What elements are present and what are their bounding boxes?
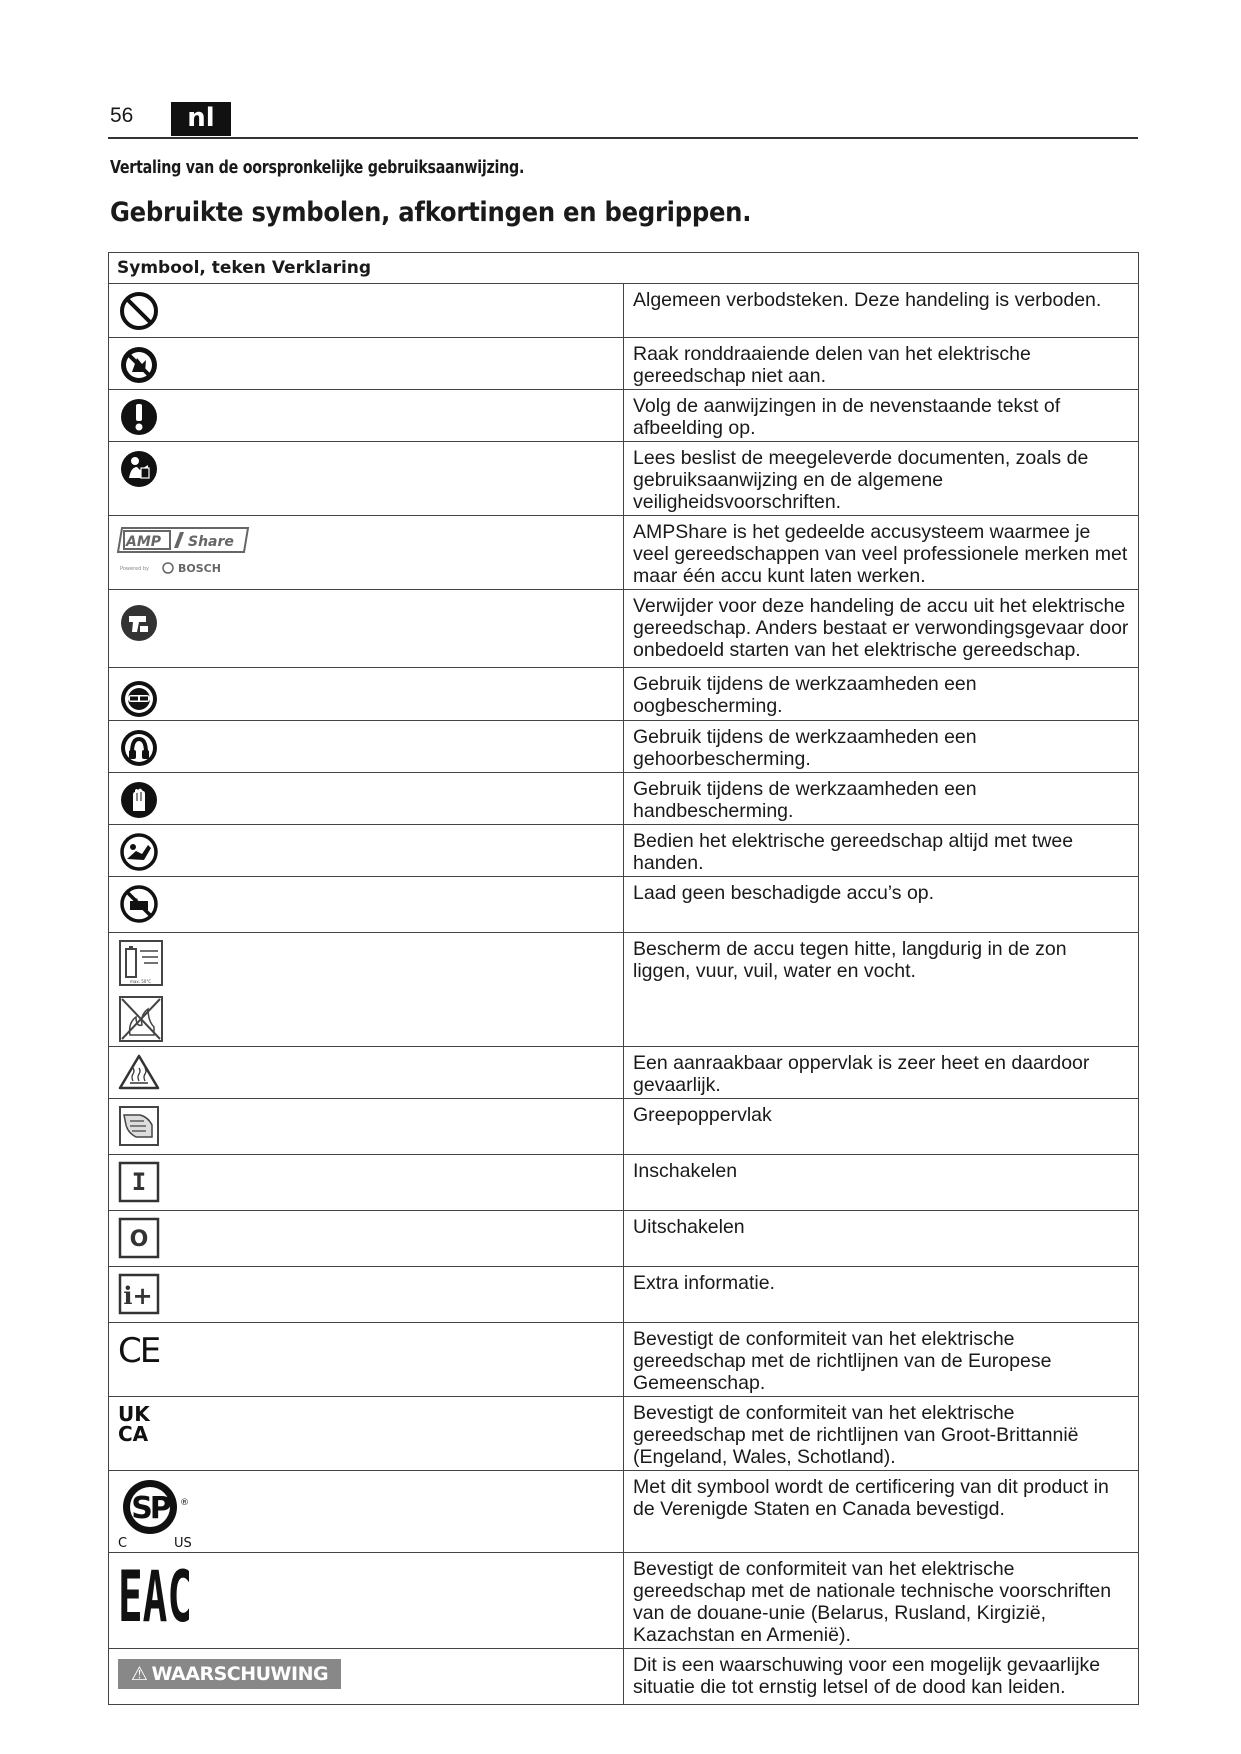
ukca-line2: CA [118,1422,149,1446]
table-row [109,773,1139,825]
explanation-cell: Extra informatie. [624,1267,1139,1323]
switch-on-icon [118,1161,160,1203]
table-row [109,516,1139,590]
symbol-cell [109,668,624,721]
explanation-cell: Laad geen beschadigde accu’s op. [624,877,1139,933]
explanation-cell: Lees beslist de meegeleverde documenten, zoals de gebruiksaanwijzing en de algemene veiligheidsvoorschriften. [624,442,1139,516]
symbol-cell [109,1471,624,1553]
table-row [109,933,1139,1047]
temp-label: max. 50°C [130,979,152,984]
symbols-table [108,252,1139,1705]
protect-battery-icon [118,939,166,1043]
read-manual-icon [118,448,160,490]
explanation-cell: Bevestigt de conformiteit van het elektrische gereedschap met de nationale technische voorschriften van de douane-unie (Belarus, Rusland, Kirgizië, Kazachstan en Armenië). [624,1553,1139,1649]
warning-badge [118,1659,341,1689]
explanation-cell: Bevestigt de conformiteit van het elektrische gereedschap met de richtlijnen van Groot-Brittannië (Engeland, Wales, Schotland). [624,1397,1139,1471]
symbol-cell [109,825,624,877]
symbol-cell [109,1047,624,1099]
symbol-cell [109,721,624,773]
warning-triangle-icon: ⚠ [130,1663,148,1685]
remove-battery-icon [118,602,160,644]
explanation-cell: Een aanraakbaar oppervlak is zeer heet en daardoor gevaarlijk. [624,1047,1139,1099]
symbol-cell [109,390,624,442]
explanation-cell: AMPShare is het gedeelde accusysteem waarmee je veel gereedschappen van veel professionele merken met maar één accu kunt laten werken. [624,516,1139,590]
explanation-cell: Uitschakelen [624,1211,1139,1267]
symbol-cell [109,516,624,590]
symbol-cell [109,933,624,1047]
explanation-cell: Bevestigt de conformiteit van het elektrische gereedschap met de richtlijnen van de Europese Gemeenschap. [624,1323,1139,1397]
symbol-cell [109,1553,624,1649]
bosch-text: BOSCH [178,562,221,575]
table-row [109,1211,1139,1267]
header-rule [108,137,1138,139]
eye-protection-icon [118,678,160,720]
table-row [109,1267,1139,1323]
hand-protection-icon [118,779,160,821]
exclamation-icon [118,396,160,438]
symbol-cell [109,1267,624,1323]
symbol-cell [109,590,624,668]
no-touch-rotating-icon [118,344,160,386]
switch-off-symbol: O [129,1227,149,1252]
table-row [109,877,1139,933]
explanation-cell: Gebruik tijdens de werkzaamheden een oogbescherming. [624,668,1139,721]
hearing-protection-icon [118,727,160,769]
explanation-cell: Raak ronddraaiende delen van het elektrische gereedschap niet aan. [624,338,1139,390]
symbol-cell [109,1099,624,1155]
prohibition-icon [118,290,160,332]
symbol-cell [109,1649,624,1705]
table-row [109,1323,1139,1397]
symbol-cell [109,773,624,825]
table-row [109,338,1139,390]
table-row [109,825,1139,877]
ce-mark-icon [118,1329,178,1371]
symbol-cell [109,1323,624,1397]
table-row [109,1649,1139,1705]
warning-badge-label: WAARSCHUWING [151,1663,329,1685]
symbol-cell [109,284,624,338]
csa-c-label: C [118,1536,128,1551]
ce-symbol: CE [118,1331,160,1371]
powered-by-text: Powered by [120,566,149,572]
document-subtitle: Vertaling van de oorspronkelijke gebruiksaanwijzing. [110,157,525,178]
explanation-cell: Dit is een waarschuwing voor een mogelijk gevaarlijke situatie die tot ernstig letsel of de dood kan leiden. [624,1649,1139,1705]
explanation-cell: Algemeen verbodsteken. Deze handeling is verboden. [624,284,1139,338]
page-title: Gebruikte symbolen, afkortingen en begrippen. [110,197,752,228]
table-row [109,390,1139,442]
explanation-cell: Gebruik tijdens de werkzaamheden een gehoorbescherming. [624,721,1139,773]
share-text: Share [188,534,234,550]
explanation-cell: Bescherm de accu tegen hitte, langdurig in de zon liggen, vuur, vuil, water en vocht. [624,933,1139,1047]
table-row [109,590,1139,668]
symbol-cell [109,1397,624,1471]
symbol-cell [109,338,624,390]
table-row [109,442,1139,516]
no-charge-damaged-icon [118,883,160,925]
table-header-row [109,253,1139,284]
explanation-cell: Inschakelen [624,1155,1139,1211]
amp-text: AMP [126,534,162,550]
explanation-cell: Gebruik tijdens de werkzaamheden een handbescherming. [624,773,1139,825]
grip-surface-icon [118,1105,160,1147]
explanation-cell: Bedien het elektrische gereedschap altijd met twee handen. [624,825,1139,877]
page-number: 56 [110,104,134,127]
symbol-cell [109,877,624,933]
switch-off-icon [118,1217,160,1259]
symbol-cell [109,1155,624,1211]
table-row [109,1553,1139,1649]
eac-mark-icon [118,1556,198,1638]
symbol-cell [109,442,624,516]
explanation-cell: Verwijder voor deze handeling de accu uit het elektrische gereedschap. Anders bestaat er verwondingsgevaar door onbedoeld starten van het elektrische gereedschap. [624,590,1139,668]
ukca-mark-icon [118,1401,160,1445]
table-row [109,1397,1139,1471]
explanation-cell: Volg de aanwijzingen in de nevenstaande tekst of afbeelding op. [624,390,1139,442]
explanation-cell: Greepoppervlak [624,1099,1139,1155]
registered-mark: ® [180,1498,189,1508]
csa-us-label: US [174,1536,192,1551]
extra-info-icon [118,1273,160,1315]
csa-mark-icon [118,1475,218,1549]
table-row [109,721,1139,773]
table-row [109,668,1139,721]
extra-info-symbol: i+ [123,1281,153,1310]
table-row [109,1047,1139,1099]
csa-symbol: SP [131,1491,169,1526]
table-row [109,1155,1139,1211]
explanation-cell: Met dit symbool wordt de certificering van dit product in de Verenigde Staten en Canada bevestigd. [624,1471,1139,1553]
ampshare-logo [118,522,258,578]
ukca-line1: UK [118,1402,150,1426]
symbol-cell [109,1211,624,1267]
two-hands-icon [118,831,160,873]
table-row [109,284,1139,338]
language-badge: nl [171,102,231,136]
column-header: Symbool, teken Verklaring [109,253,1139,284]
switch-on-symbol: I [131,1168,147,1196]
table-row [109,1471,1139,1553]
hot-surface-icon [118,1053,160,1091]
eac-symbol: EAC [118,1556,192,1638]
table-row [109,1099,1139,1155]
